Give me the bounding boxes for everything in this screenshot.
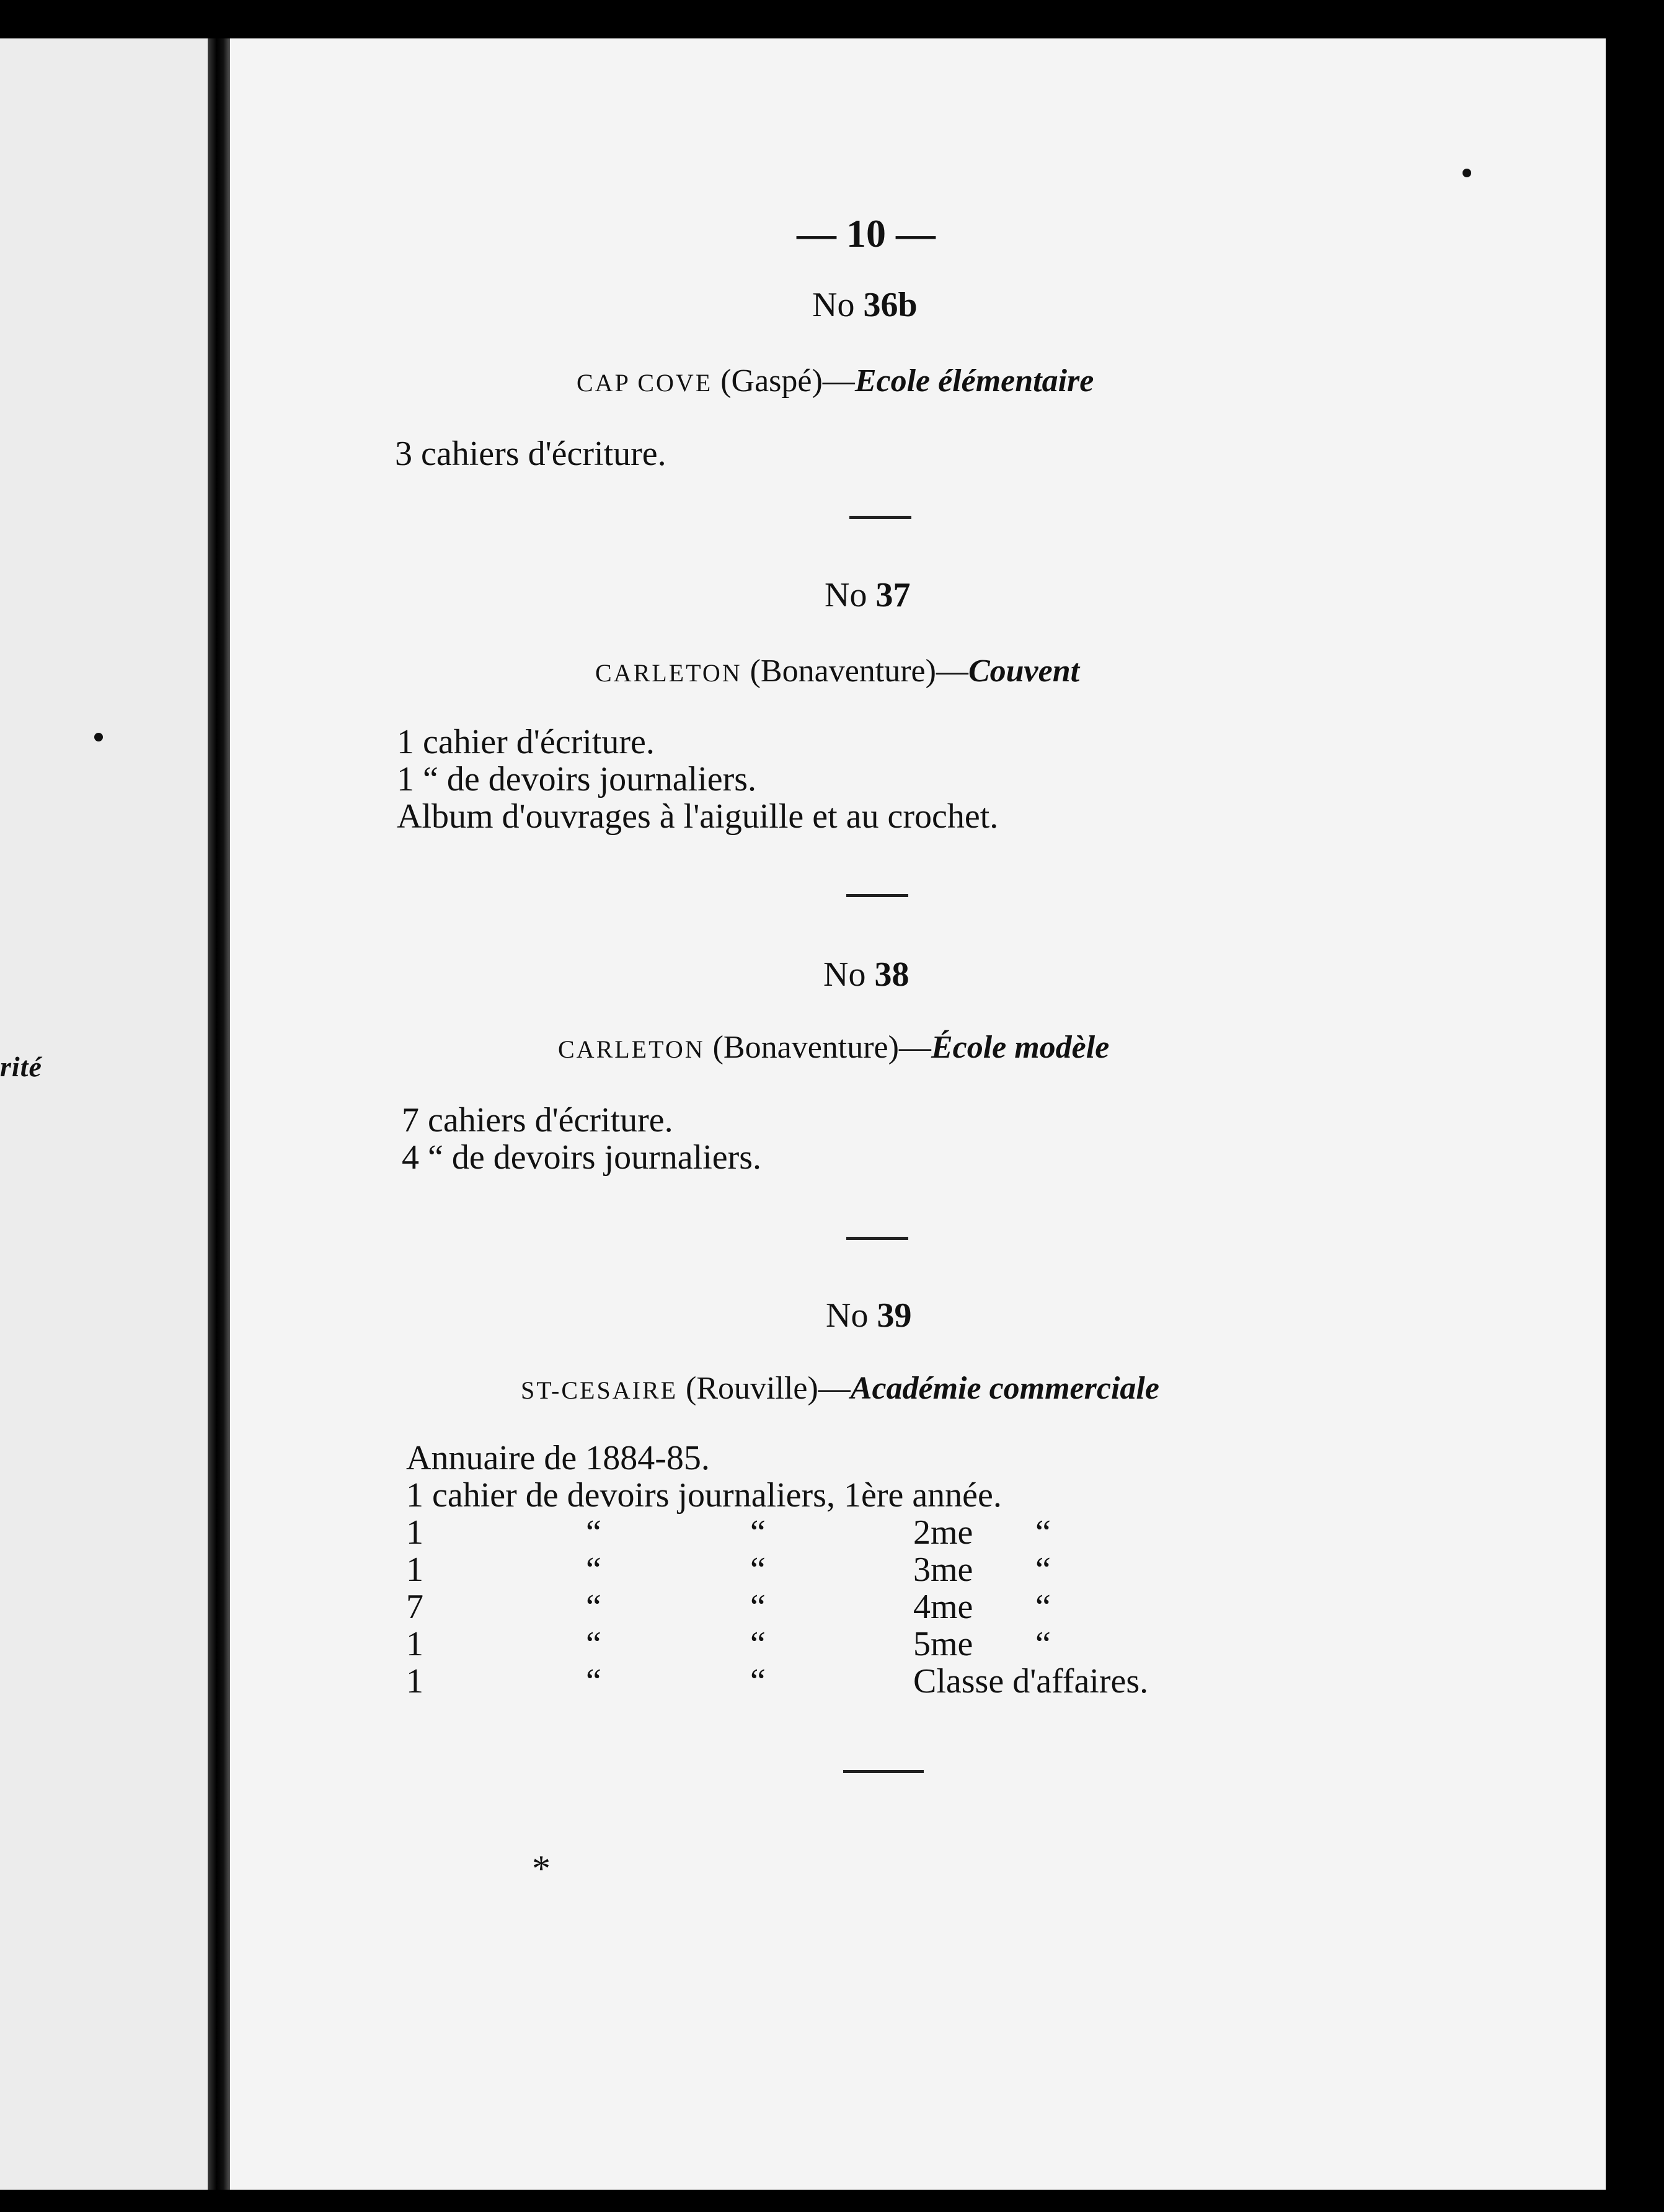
list-item: 1 cahier d'écriture. — [397, 723, 655, 761]
grade-cell: Classe d'affaires. — [913, 1662, 1149, 1701]
ditto-mark: “ — [1035, 1513, 1051, 1552]
section-number-39: No 39 — [826, 1296, 912, 1335]
ditto-mark: “ — [1035, 1551, 1051, 1589]
list-item: 4 “ de devoirs journaliers. — [402, 1138, 762, 1177]
qty-cell: 1 — [406, 1625, 423, 1663]
grade-cell: 5me — [913, 1625, 973, 1663]
qty-cell: 1 — [406, 1551, 423, 1589]
ditto-mark: “ — [586, 1662, 601, 1701]
ditto-mark: “ — [750, 1588, 766, 1626]
page-number: — 10 — — [797, 211, 936, 255]
section-number-38: No 38 — [823, 955, 909, 994]
ditto-mark: “ — [750, 1551, 766, 1589]
intro-line: 1 cahier de devoirs journaliers, 1ère année. — [406, 1476, 1002, 1515]
list-item: 3 cahiers d'écriture. — [395, 435, 666, 473]
section-separator — [846, 1237, 908, 1240]
closing-rule — [843, 1770, 924, 1773]
grade-cell: 2me — [913, 1513, 973, 1552]
list-item: 7 cahiers d'écriture. — [402, 1101, 673, 1139]
ditto-mark: “ — [750, 1662, 766, 1701]
section-separator — [849, 516, 911, 519]
table-row — [406, 1624, 1212, 1664]
ditto-mark: “ — [750, 1625, 766, 1663]
table-row — [406, 1661, 1212, 1701]
section-number-36b: No 36b — [812, 286, 918, 324]
ditto-mark: “ — [1035, 1625, 1051, 1663]
grade-cell: 3me — [913, 1551, 973, 1589]
grade-cell: 4me — [913, 1588, 973, 1626]
scanned-page — [0, 38, 1606, 2190]
book-gutter — [208, 38, 230, 2190]
ditto-mark: “ — [750, 1513, 766, 1552]
list-item: Album d'ouvrages à l'aiguille et au crochet. — [397, 797, 999, 836]
ditto-mark: “ — [586, 1625, 601, 1663]
ink-speck — [94, 733, 103, 741]
ink-speck — [1463, 169, 1471, 177]
footer-asterisk: * — [532, 1848, 551, 1889]
qty-cell: 7 — [406, 1588, 423, 1626]
table-row — [406, 1550, 1212, 1590]
section-separator — [846, 894, 908, 897]
ditto-mark: “ — [586, 1588, 601, 1626]
table-row — [406, 1513, 1212, 1552]
section-number-37: No 37 — [825, 576, 911, 614]
qty-cell: 1 — [406, 1662, 423, 1701]
section-heading-39: ST-CESAIRE (Rouville)—Académie commerciale — [521, 1371, 1159, 1406]
ditto-mark: “ — [586, 1551, 601, 1589]
intro-line: Annuaire de 1884-85. — [406, 1439, 710, 1477]
section-heading-36b: CAP COVE (Gaspé)—Ecole élémentaire — [577, 363, 1094, 399]
list-item: 1 “ de devoirs journaliers. — [397, 760, 757, 799]
section-heading-37: CARLETON (Bonaventure)—Couvent — [595, 653, 1080, 689]
left-page-fragment — [0, 38, 208, 2190]
qty-cell: 1 — [406, 1513, 423, 1552]
ditto-mark: “ — [586, 1513, 601, 1552]
table-row — [406, 1587, 1212, 1627]
ditto-mark: “ — [1035, 1588, 1051, 1626]
margin-fragment-text: rité — [0, 1051, 42, 1082]
section-heading-38: CARLETON (Bonaventure)—École modèle — [558, 1030, 1110, 1065]
